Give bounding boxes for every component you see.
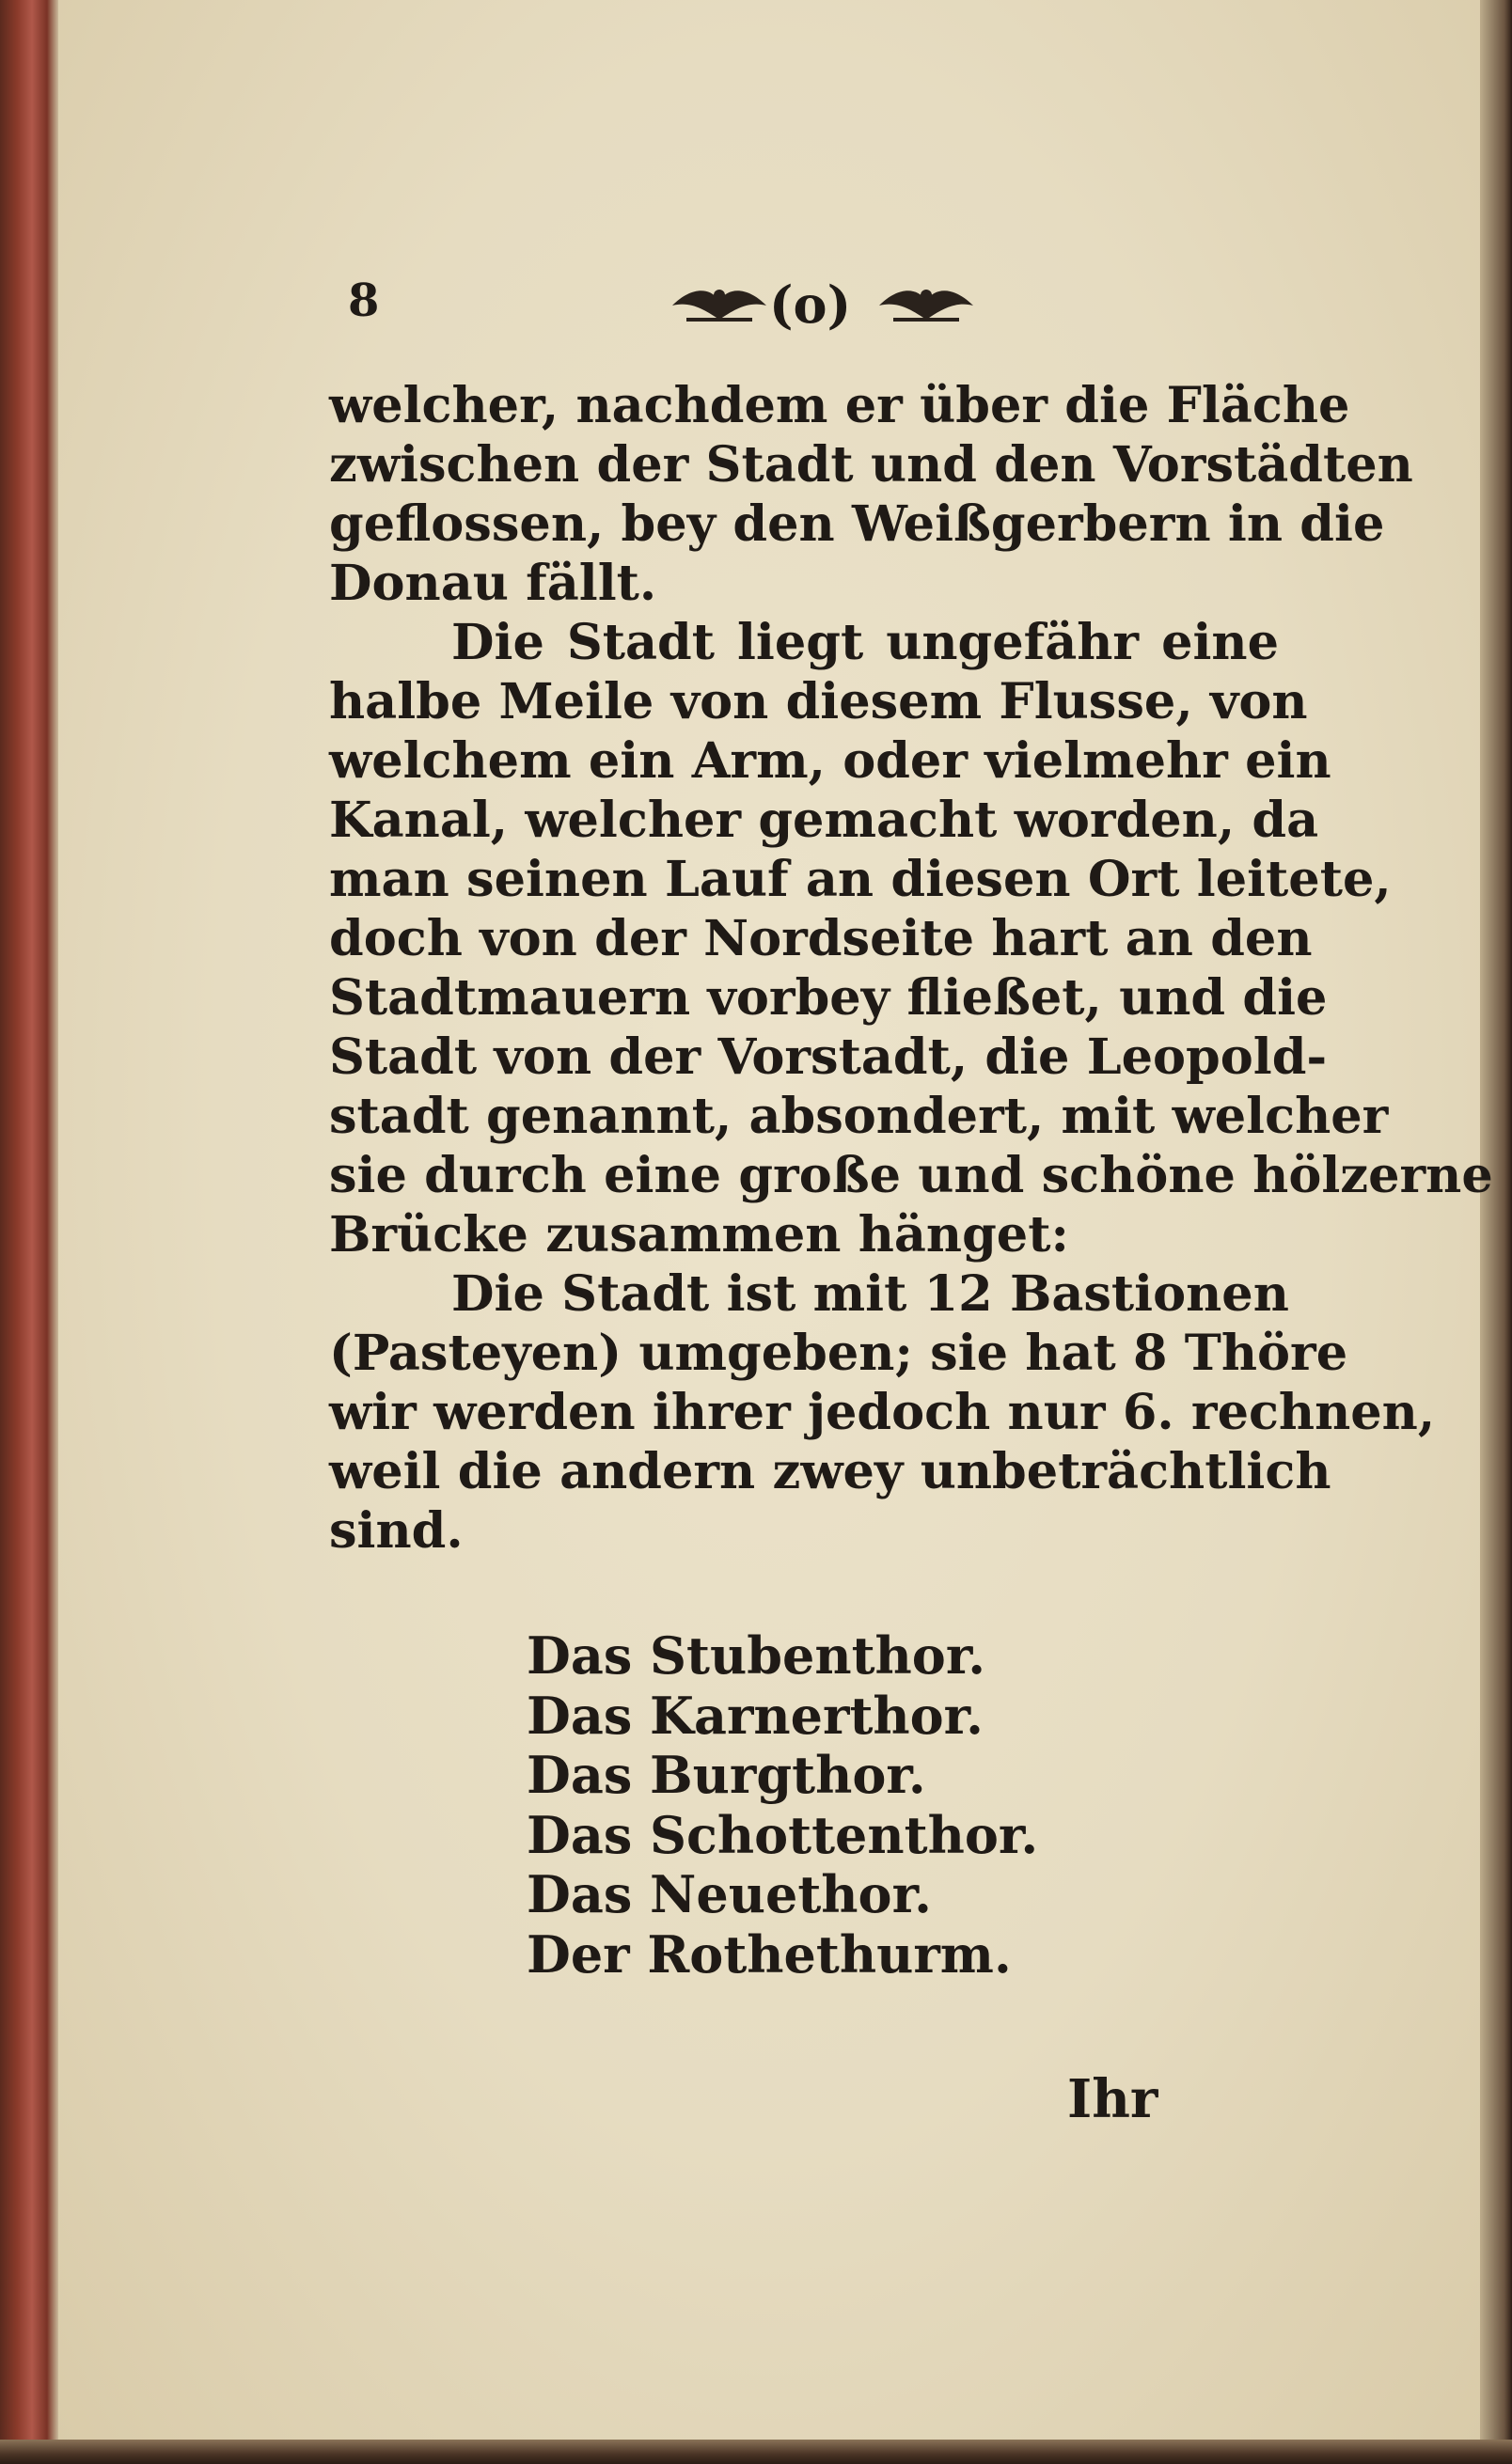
text-line: man seinen Lauf an diesen Ort leitete, (329, 851, 1392, 908)
signature-mark: (o) (769, 275, 852, 335)
text-line: welcher, nachdem er über die Fläche (329, 377, 1350, 434)
fleuron-ornament-icon (874, 282, 978, 329)
paragraph-2 (329, 613, 1493, 1264)
text-line: geflossen, bey den Weißgerbern in die (329, 495, 1385, 553)
text-line: Stadt von der Vorstadt, die Leopold- (329, 1028, 1328, 1086)
text-line: Kanal, welcher gemacht worden, da (329, 792, 1319, 849)
list-item: Der Rothethurm. (527, 1923, 1012, 1985)
text-line: sie durch eine große und schöne hölzerne (329, 1147, 1493, 1204)
paragraph-1 (329, 376, 1413, 613)
list-item: Das Burgthor. (527, 1745, 926, 1805)
text-line: Brücke zusammen hänget: (329, 1206, 1069, 1263)
body-text (329, 376, 1493, 1561)
catchword: Ihr (1067, 2068, 1158, 2130)
list-item: Das Neuethor. (527, 1864, 932, 1924)
text-line: (Pasteyen) umgeben; sie hat 8 Thöre (329, 1325, 1348, 1382)
text-line: wir werden ihrer jedoch nur 6. rechnen, (329, 1384, 1436, 1441)
text-line: stadt genannt, absondert, mit welcher (329, 1088, 1389, 1145)
text-line: Die Stadt liegt ungefähr eine (451, 614, 1279, 671)
text-line: sind. (329, 1502, 464, 1560)
text-line: welchem ein Arm, oder vielmehr ein (329, 732, 1331, 790)
list-item: Das Schottenthor. (527, 1804, 1039, 1865)
paragraph-3 (329, 1264, 1436, 1561)
fleuron-ornament-icon (668, 282, 771, 329)
gate-list (527, 1626, 1038, 1985)
text-line: doch von der Nordseite hart an den (329, 910, 1313, 967)
page-bottom-edge (0, 2440, 1512, 2464)
list-item: Das Karnerthor. (527, 1685, 984, 1746)
text-line: halbe Meile von diesem Flusse, von (329, 673, 1308, 730)
text-line: Die Stadt ist mit 12 Bastionen (451, 1265, 1289, 1323)
text-line: weil die andern zwey unbeträchtlich (329, 1443, 1331, 1500)
text-line: zwischen der Stadt und den Vorstädten (329, 436, 1413, 494)
list-item: Das Stubenthor. (527, 1625, 986, 1686)
page-number: 8 (348, 275, 380, 327)
running-header (348, 275, 1288, 350)
text-line: Stadtmauern vorbey fließet, und die (329, 969, 1328, 1027)
text-line: Donau fällt. (329, 555, 657, 612)
